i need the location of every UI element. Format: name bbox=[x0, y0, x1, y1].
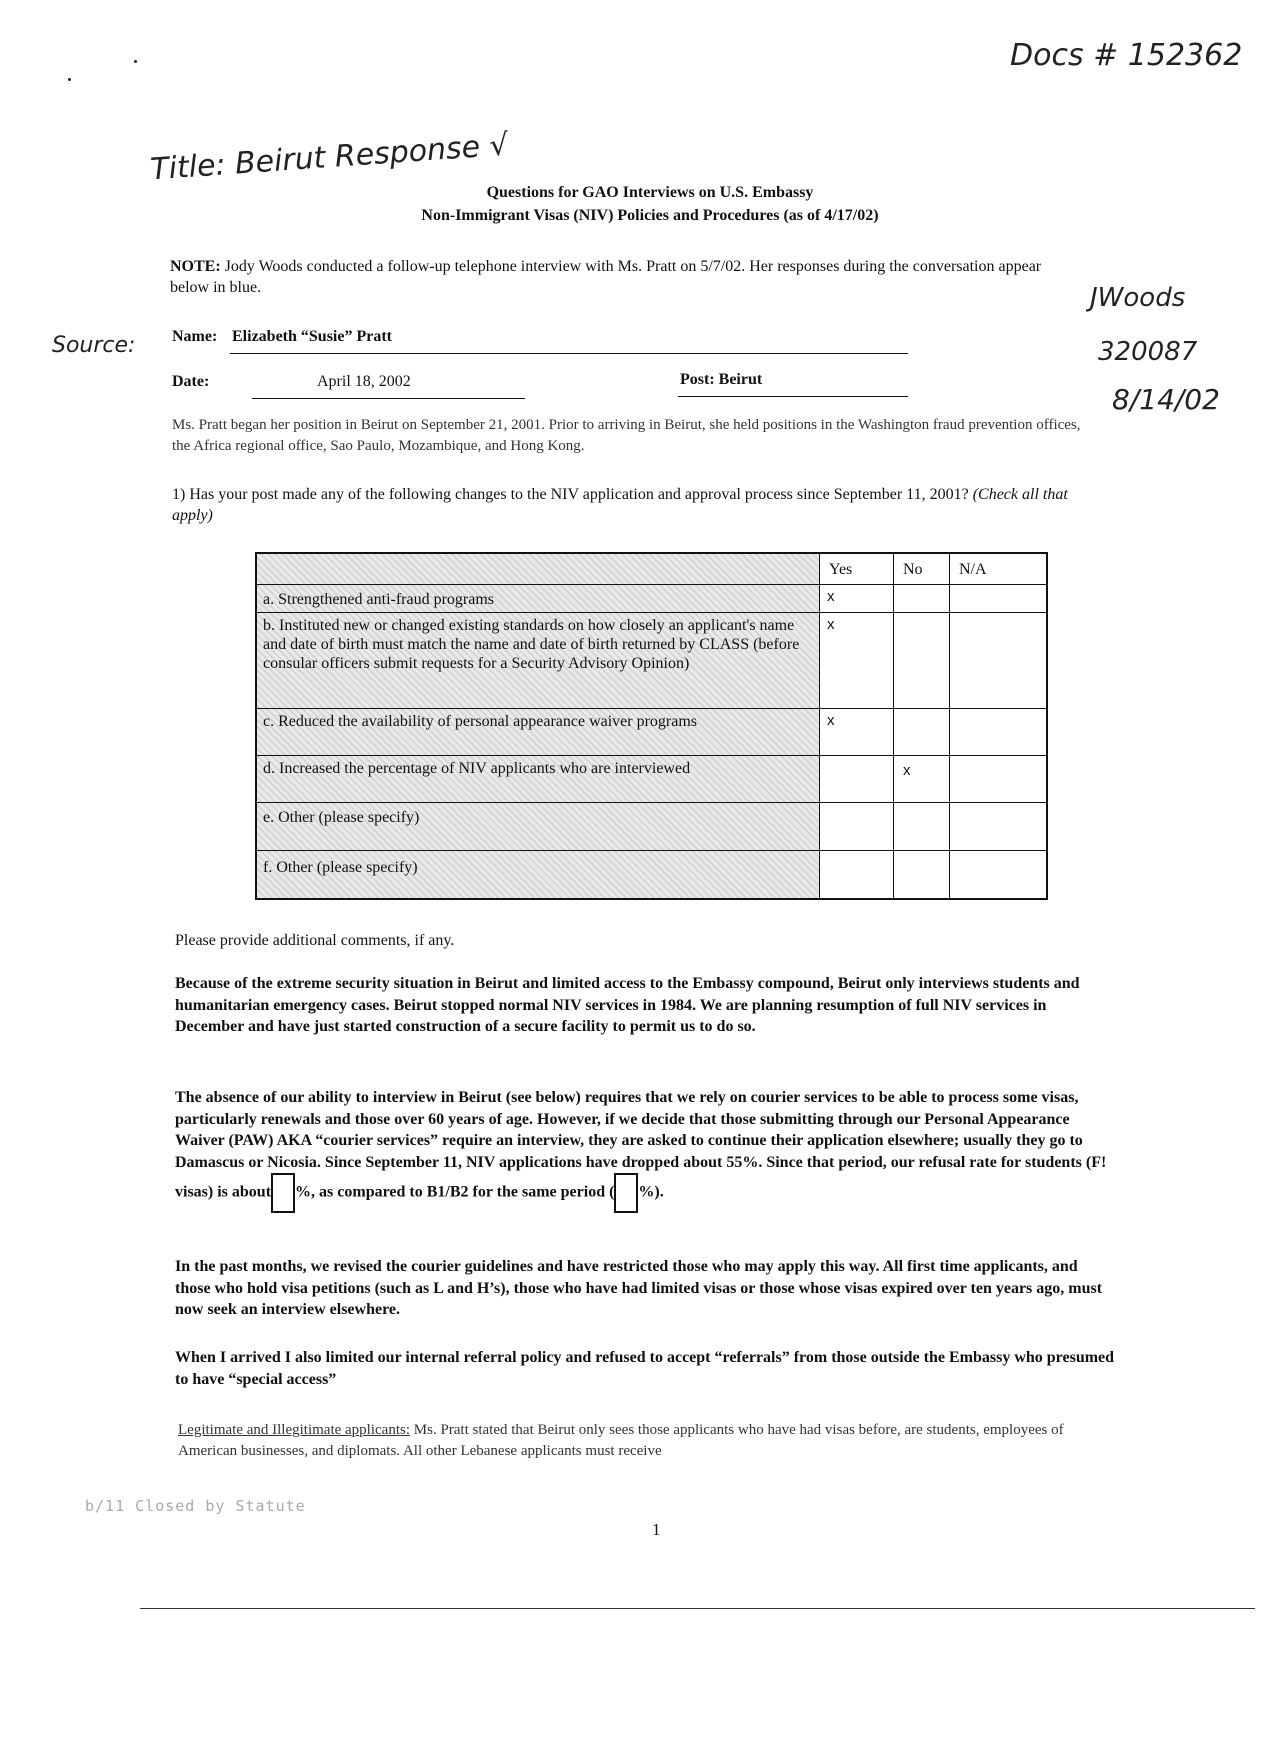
table-row-a-label: a. Strengthened anti-fraud programs bbox=[263, 591, 495, 608]
paragraph-2-end: %). bbox=[638, 1183, 664, 1201]
paragraph-2-middle: %, as compared to B1/B2 for the same period ( bbox=[295, 1183, 615, 1201]
name-underline bbox=[230, 352, 908, 354]
table-divider bbox=[819, 554, 820, 898]
table-divider bbox=[257, 755, 1046, 756]
legit-heading: Legitimate and Illegitimate applicants: bbox=[178, 1422, 411, 1438]
post-label bbox=[680, 371, 762, 389]
blank-box bbox=[271, 1173, 295, 1213]
intro-paragraph: Ms. Pratt began her position in Beirut on September 21, 2001. Prior to arriving in Beirut, she held positions in the Washington fraud prevention offices, the Africa regional office, Sao Paulo, Mozambique, and Hong Kong. bbox=[172, 417, 1081, 454]
comment-paragraph-2 bbox=[175, 1087, 1115, 1213]
question-1-hint: (Check all that apply) bbox=[172, 486, 1068, 524]
table-row-f-label: f. Other (please specify) bbox=[263, 859, 418, 876]
handwritten-initials: JWoods bbox=[1090, 283, 1186, 313]
note-text: Jody Woods conducted a follow-up telephone interview with Ms. Pratt on 5/7/02. Her responses during the conversation appear below in blue. bbox=[170, 258, 1042, 296]
post-underline bbox=[678, 395, 908, 397]
classification-stamp: b/11 Closed by Statute bbox=[85, 1497, 306, 1515]
post-value: Beirut bbox=[718, 371, 763, 388]
table-divider bbox=[257, 612, 1046, 613]
comment-paragraph-4: When I arrived I also limited our internal referral policy and refused to accept “referrals” from those outside the Embassy who presumed to have “special access” bbox=[175, 1349, 1115, 1388]
row-b-yes-mark: x bbox=[827, 616, 835, 633]
date-value: April 18, 2002 bbox=[317, 373, 411, 390]
date-label: Date: bbox=[172, 373, 210, 390]
name-label: Name: bbox=[172, 328, 218, 345]
row-d-no-mark: x bbox=[903, 762, 911, 779]
note-block bbox=[170, 256, 1070, 298]
table-divider bbox=[257, 708, 1046, 709]
row-c-yes-mark: x bbox=[827, 712, 835, 729]
question-1 bbox=[172, 484, 1102, 526]
page-number: 1 bbox=[652, 1520, 661, 1539]
handwritten-date: 8/14/02 bbox=[1112, 383, 1220, 416]
column-header-no: No bbox=[903, 561, 923, 578]
column-header-na: N/A bbox=[959, 561, 987, 578]
blank-box bbox=[614, 1173, 638, 1213]
table-divider bbox=[257, 802, 1046, 803]
table-row-d-label: d. Increased the percentage of NIV applicants who are interviewed bbox=[263, 760, 691, 777]
scan-edge-line bbox=[140, 1608, 1255, 1609]
handwritten-code: 320087 bbox=[1098, 337, 1198, 367]
scan-speck bbox=[68, 78, 71, 81]
note-label: NOTE: bbox=[170, 258, 221, 275]
legit-applicants-paragraph bbox=[178, 1420, 1118, 1462]
table-row-b-label: b. Instituted new or changed existing standards on how closely an applicant's name and date of birth must match the name and date of birth returned by CLASS (before consular officers submit requests for a Security Advisory Opinion) bbox=[263, 617, 800, 672]
form-title-line2: Non-Immigrant Visas (NIV) Policies and Procedures (as of 4/17/02) bbox=[421, 207, 879, 224]
legit-text: Ms. Pratt stated that Beirut only sees those applicants who have had visas before, are students, employees of American businesses, and diplomats. All other Lebanese applicants must receive bbox=[178, 1422, 1064, 1459]
handwritten-title-note: Title: Beirut Response √ bbox=[149, 127, 510, 188]
table-divider bbox=[949, 554, 950, 898]
handwritten-source-note: Source: bbox=[52, 333, 136, 358]
post-label-text: Post: bbox=[680, 371, 715, 388]
handwritten-doc-number: Docs # 152362 bbox=[1010, 38, 1243, 73]
row-a-yes-mark: x bbox=[827, 588, 835, 605]
scan-speck bbox=[134, 60, 137, 63]
changes-table bbox=[255, 552, 1048, 900]
table-divider bbox=[893, 554, 894, 898]
comment-paragraph-1: Because of the extreme security situation in Beirut and limited access to the Embassy compound, Beirut only interviews students and humanitarian emergency cases. Beirut stopped normal NIV services in 1984. We are planning resumption of full NIV services in December and have just started construction of a secure facility to permit us to do so. bbox=[175, 975, 1080, 1035]
comment-paragraph-3: In the past months, we revised the courier guidelines and have restricted those who may apply this way. All first time applicants, and those who hold visa petitions (such as L and H’s), those who have had limited visas or those whose visas expired over ten years ago, must now seek an interview elsewhere. bbox=[175, 1258, 1103, 1318]
table-divider bbox=[257, 850, 1046, 851]
table-row-e-label: e. Other (please specify) bbox=[263, 809, 420, 826]
question-1-text: 1) Has your post made any of the following changes to the NIV application and approval process since September 11, 2001? bbox=[172, 486, 969, 503]
table-divider bbox=[257, 584, 1046, 585]
name-value: Elizabeth “Susie” Pratt bbox=[232, 328, 392, 345]
table-row-c-label: c. Reduced the availability of personal appearance waiver programs bbox=[263, 713, 698, 730]
comments-prompt: Please provide additional comments, if any. bbox=[175, 932, 455, 949]
form-title-line1: Questions for GAO Interviews on U.S. Embassy bbox=[486, 184, 814, 201]
column-header-yes: Yes bbox=[829, 561, 853, 578]
date-underline bbox=[252, 397, 525, 399]
paragraph-2-text: The absence of our ability to interview in Beirut (see below) requires that we rely on courier services to be able to process some visas, particularly renewals and those over 60 years of age. However, if we decide that those submitting through our Personal Appearance Waiver (PAW) AKA “courier services” require an interview, they are asked to continue their application elsewhere; usually they go to Damascus or Nicosia. Since September 11, NIV applications have dropped about 55%. Since that period, our refusal rate for students (F! visas) is about bbox=[175, 1089, 1107, 1201]
